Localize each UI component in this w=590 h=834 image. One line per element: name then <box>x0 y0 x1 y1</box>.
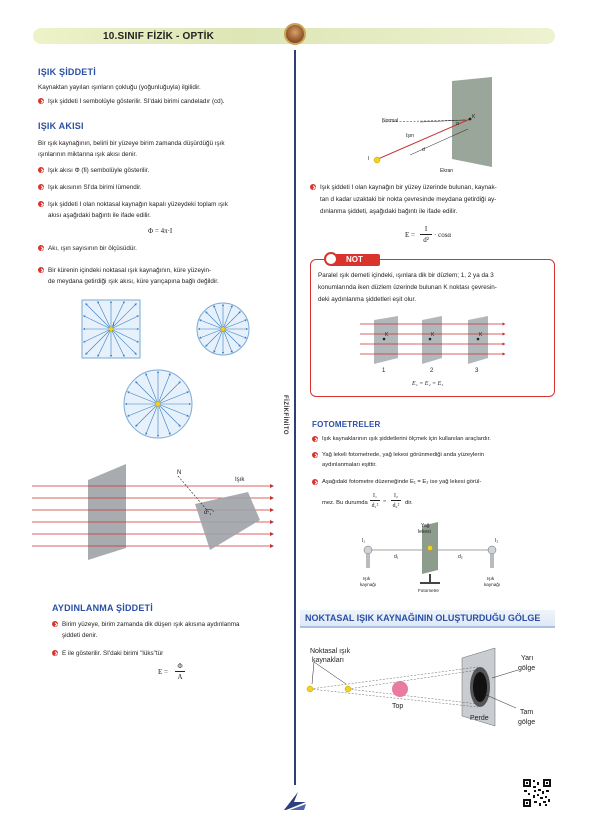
fotometre-bullet-3b: mez. Bu durumda <box>322 500 368 506</box>
isik-akisi-bullet-5a: Bir kürenin içindeki noktasal ışık kaynağının, küre yüzeyin- <box>38 266 211 275</box>
right-formula-den: d² <box>423 236 429 244</box>
flux-square-diagram <box>82 300 140 358</box>
angle-label-d: d <box>422 147 425 153</box>
angle-label-isin: Işın <box>406 133 415 139</box>
photometer-source-left <box>364 546 372 568</box>
section-title-aydinlanma: AYDINLANMA ŞİDDETİ <box>52 603 153 613</box>
shadow-label-yari-2: gölge <box>518 665 536 672</box>
photometer-source-right <box>488 546 496 568</box>
angle-label-alpha: α <box>456 121 459 127</box>
note-position-3: 3 <box>475 368 479 374</box>
section-title-isik-siddeti: IŞIK ŞİDDETİ <box>38 67 96 77</box>
note-K-3: K <box>479 332 483 338</box>
right-formula-rhs: · cosα <box>434 231 452 239</box>
fotometre-frac2-den: d₂² <box>392 503 400 509</box>
fotometre-frac1-den: d₁² <box>371 503 379 509</box>
isik-akisi-bullet-5b: de meydana getirdiği ışık akısı, küre yarıçapına bağlı değildir. <box>48 278 219 285</box>
aydinlanma-formula-den: A <box>177 673 183 681</box>
isik-akisi-bullet-4: Akı, ışın sayısının bir ölçüsüdür. <box>38 244 137 253</box>
fotometre-frac1-num: I₁ <box>370 492 380 501</box>
shadow-label-yari-1: Yarı <box>521 655 534 662</box>
shadow-label-source-1: Noktasal ışık <box>310 648 351 655</box>
right-formula-lhs: E = <box>405 231 415 239</box>
section-title-fotometreler: FOTOMETRELER <box>312 420 381 429</box>
shadow-label-top: Top <box>392 703 404 710</box>
photometer-label-source1b: kaynağı <box>360 582 377 587</box>
aydinlanma-formula-lhs: E = <box>158 668 168 676</box>
section-title-isik-akisi: IŞIK AKISI <box>38 121 84 131</box>
photometer-label-lekesi: lekesi <box>418 529 431 535</box>
isik-akisi-bullet-3a: Işık şiddeti I olan noktasal kaynağın kapalı yüzeydeki toplam ışık <box>38 200 228 209</box>
photometer-diagram <box>350 520 510 600</box>
surface-label-isik: Işık <box>235 477 245 483</box>
shadow-label-tam-2: gölge <box>518 719 536 726</box>
shadow-label-source-2: kaynakları <box>312 657 344 664</box>
flux-square-label: I <box>113 322 115 328</box>
flux-small-circle-diagram <box>197 303 249 355</box>
column-divider <box>294 50 296 785</box>
note-position-2: 2 <box>430 368 434 374</box>
shadow-label-perde: Perde <box>470 715 489 722</box>
aydinlanma-bullet-2: E ile gösterilir. SI'daki birimi "lüks"tür <box>52 649 163 658</box>
qr-code-icon[interactable] <box>522 778 552 808</box>
note-line-1: Paralel ışık demeti içindeki, ışınlara dik bir düzlem; 1, 2 ya da 3 <box>318 272 494 279</box>
aydinlanma-formula-num: Φ <box>175 661 185 672</box>
aydinlanma-bullet-1b: şiddeti denir. <box>62 632 98 639</box>
shadow-diagram <box>300 640 555 735</box>
flux-formula: Φ = 4π·I <box>148 227 173 235</box>
photometer-label-d2: d₂ <box>458 554 463 560</box>
isik-akisi-intro-2: ışınlarının miktarına ışık akısı denir. <box>38 151 138 158</box>
surface-label-N: N <box>177 470 182 476</box>
fotometre-bullet-3a: Aşağıdaki fotometre düzeneğinde E₁ = E₂ ise yağ lekesi görül- <box>312 478 481 486</box>
isik-akisi-bullet-2: Işık akısının SI'da birimi lümendir. <box>38 183 142 192</box>
side-label: FİZİKFİNİTO <box>282 395 288 436</box>
isik-akisi-intro-1: Bir ışık kaynağının, belirli bir yüzeye birim zamanda düşürdüğü ışık <box>38 140 225 147</box>
note-line-3: deki aydınlanma şiddetleri eşit olur. <box>318 296 417 303</box>
fotometre-bullet-2a: Yağ lekeli fotometrede, yağ lekesi görünmediği anda yüzeylerin <box>312 451 484 459</box>
isik-akisi-bullet-1: Işık akısı Φ (fi) sembolüyle gösterilir. <box>38 166 149 175</box>
aydinlanma-bullet-1a: Birim yüzeye, birim zamanda dik düşen ışık akısına aydınlanma <box>52 620 239 629</box>
fotometre-bullet-3c: dir. <box>405 500 413 506</box>
fotometre-frac2-num: I₂ <box>391 492 401 501</box>
page-title: 10.SINIF FİZİK - OPTİK <box>103 31 215 42</box>
flux-diagrams <box>80 298 280 440</box>
flux-big-circle-diagram <box>124 370 192 438</box>
shadow-label-tam-1: Tam <box>520 709 534 716</box>
note-K-2: K <box>431 332 435 338</box>
angle-label-normal: Normal <box>382 118 399 124</box>
fotometre-bullet-2b: aydınlanmaları eşittir. <box>322 462 377 468</box>
angle-label-I: I <box>368 156 370 162</box>
note-planes-diagram <box>358 314 508 374</box>
photometer-label-fotometre: Fotometre <box>418 588 439 593</box>
photometer-label-yag: Yağ <box>421 523 430 529</box>
note-equation: E₁ = E₂ = E₃ <box>412 381 444 387</box>
photometer-label-d1: d₁ <box>394 554 399 560</box>
angle-label-K: K <box>472 114 476 120</box>
author-avatar <box>284 23 306 45</box>
surface-ray-diagram <box>30 462 280 562</box>
fotometre-frac-eq: = <box>383 499 387 505</box>
angle-label-ekran: Ekran <box>440 168 454 174</box>
photometer-label-I1: I₁ <box>362 538 366 544</box>
section-title-golge: NOKTASAL IŞIK KAYNAĞININ OLUŞTURDUĞU GÖLGE <box>305 613 541 623</box>
illuminance-angle-diagram <box>360 75 510 175</box>
right-bullet-1b: tan d kadar uzaktaki bir nokta çevresinde meydana getirdiği ay- <box>320 196 497 203</box>
surface-label-alpha: α <box>204 510 208 516</box>
isik-akisi-bullet-3b: akısı aşağıdaki bağıntı ile ifade edilir. <box>48 212 151 219</box>
photometer-label-I2: I₂ <box>495 538 499 544</box>
fotometre-bullet-1: Işık kaynaklarının ışık şiddetlerini ölçmek için kullanılan araçlardır. <box>312 435 491 443</box>
right-bullet-1a: Işık şiddeti I olan kaynağın bir yüzey üzerinde bulunan, kaynak- <box>310 183 497 192</box>
photometer-label-source2b: kaynağı <box>484 582 501 587</box>
right-formula-num: I <box>420 224 432 235</box>
photometer-label-source1a: Işık <box>363 576 371 581</box>
note-pin-icon <box>324 252 338 266</box>
note-line-2: konumlarında iken düzlem üzerinde bulunan K noktası çevresin- <box>318 284 497 291</box>
publisher-logo-icon <box>282 790 308 812</box>
photometer-label-source2a: Işık <box>487 576 495 581</box>
right-bullet-1c: dınlanma şiddeti, aşağıdaki bağıntı ile ifade edilir. <box>320 208 458 215</box>
isik-siddeti-intro: Kaynaktan yayılan ışınların çokluğu (yoğunluğuyla) ilgilidir. <box>38 84 201 91</box>
note-position-1: 1 <box>382 368 386 374</box>
note-K-1: K <box>385 332 389 338</box>
note-badge: NOT <box>330 254 380 266</box>
isik-siddeti-bullet-1: Işık şiddeti I sembolüyle gösterilir. SI'daki birimi candeladır (cd). <box>38 97 225 106</box>
